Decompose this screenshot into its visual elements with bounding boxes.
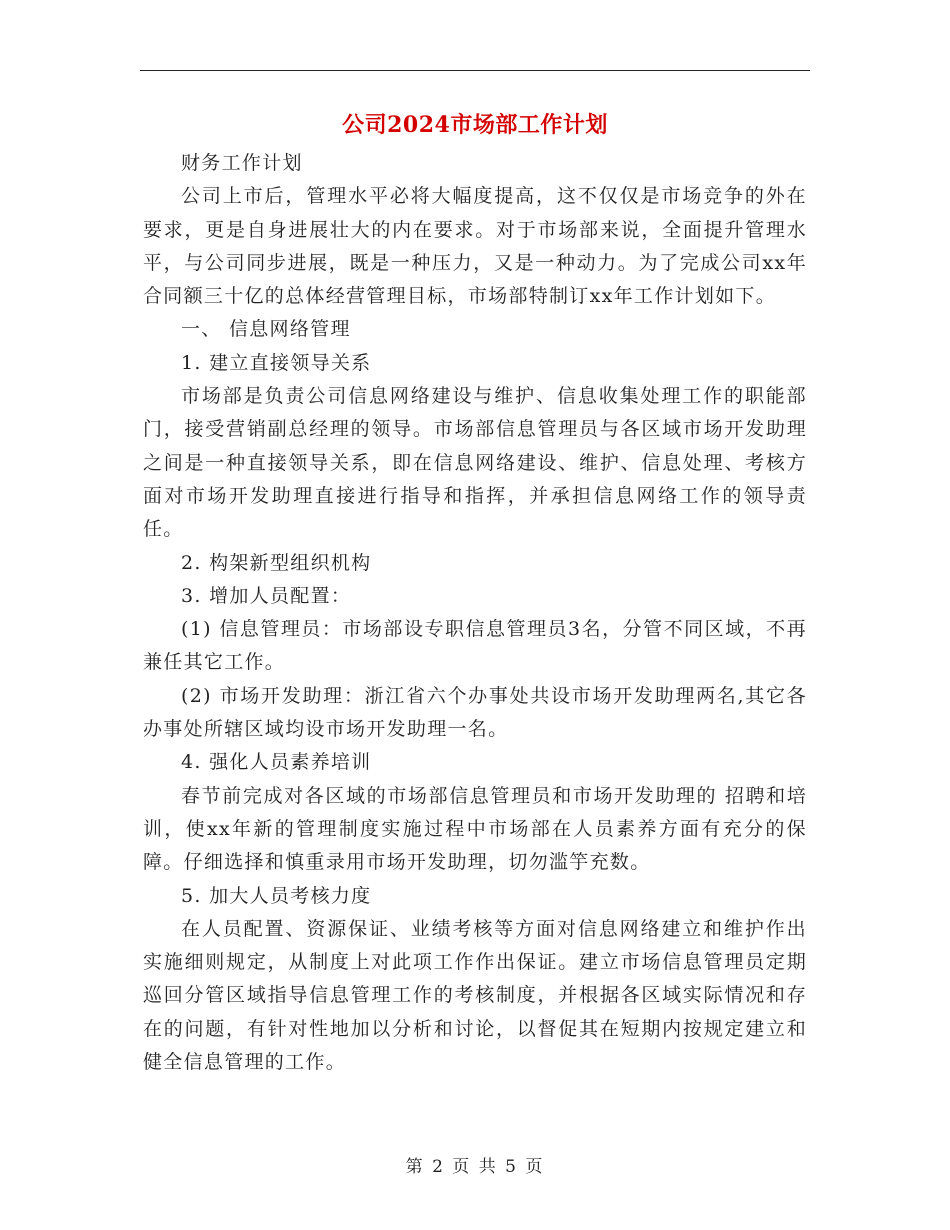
paragraph: 春节前完成对各区域的市场部信息管理员和市场开发助理的 招聘和培训，使xx年新的管理制度实施过程中市场部在人员素养方面有充分的保障。仔细选择和慎重录用市场开发助理，切勿滥竽充数。 [143, 784, 807, 874]
item-heading: 2. 构架新型组织机构 [181, 551, 372, 574]
header-rule [140, 70, 810, 71]
item-heading: 3. 增加人员配置： [181, 584, 352, 607]
page-number: 第 2 页 共 5 页 [405, 1157, 545, 1177]
item-heading: 5. 加大人员考核力度 [181, 884, 372, 907]
item-heading: 4. 强化人员素养培训 [181, 751, 372, 774]
item-heading: 1. 建立直接领导关系 [181, 351, 372, 374]
paragraph-subheading: 财务工作计划 [181, 152, 303, 174]
document-body [143, 147, 807, 1079]
paragraph-intro: 公司上市后，管理水平必将大幅度提高，这不仅仅是市场竞争的外在要求，更是自身进展壮大的内在要求。对于市场部来说，全面提升管理水平，与公司同步进展，既是一种压力，又是一种动力。为了完成公司xx年合同额三十亿的总体经营管理目标，市场部特制订xx年工作计划如下。 [143, 185, 807, 308]
document-title: 公司2024市场部工作计划 [342, 112, 608, 138]
paragraph: 在人员配置、资源保证、业绩考核等方面对信息网络建立和维护作出实施细则规定，从制度上对此项工作作出保证。建立市场信息管理员定期巡回分管区域指导信息管理工作的考核制度，并根据各区域实际情况和存在的问题，有针对性地加以分析和讨论，以督促其在短期内按规定建立和健全信息管理的工作。 [143, 917, 807, 1074]
sub-item: (2) 市场开发助理：浙江省六个办事处共设市场开发助理两名,其它各办事处所辖区域均设市场开发助理一名。 [143, 684, 807, 741]
paragraph: 市场部是负责公司信息网络建设与维护、信息收集处理工作的职能部门，接受营销副总经理的领导。市场部信息管理员与各区域市场开发助理之间是一种直接领导关系，即在信息网络建设、维护、信息处理、考核方面对市场开发助理直接进行指导和指挥，并承担信息网络工作的领导责任。 [143, 385, 807, 541]
section-heading: 一、 信息网络管理 [181, 318, 351, 341]
sub-item: (1) 信息管理员：市场部设专职信息管理员3名，分管不同区域，不再兼任其它工作。 [143, 618, 807, 674]
